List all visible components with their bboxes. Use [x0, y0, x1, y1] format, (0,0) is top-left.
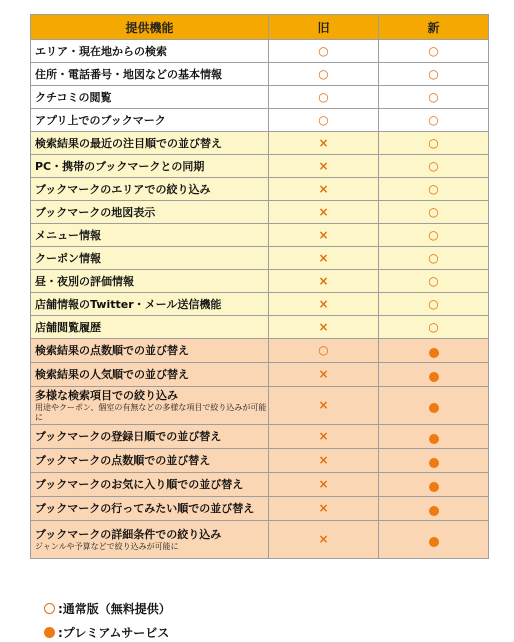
new-availability-cell	[379, 293, 489, 316]
table-row	[31, 247, 489, 270]
cross-icon: ×	[318, 319, 329, 334]
table-row	[31, 521, 489, 559]
table-row	[31, 473, 489, 497]
open-circle-icon: ○	[428, 66, 439, 81]
new-availability-cell	[379, 387, 489, 425]
cross-icon: ×	[318, 296, 329, 311]
open-circle-icon: ○	[318, 43, 329, 58]
table-header-row	[31, 15, 489, 40]
old-availability-cell	[269, 521, 379, 559]
new-availability-cell	[379, 132, 489, 155]
legend-premium-label: :プレミアムサービス	[58, 625, 170, 640]
feature-name: ブックマークのお気に入り順での並び替え	[35, 478, 244, 491]
open-circle-icon	[44, 603, 55, 614]
filled-circle-icon	[429, 482, 439, 492]
feature-name: 昼・夜別の評価情報	[35, 274, 134, 288]
legend-premium	[44, 622, 171, 642]
table-row	[31, 155, 489, 178]
table-row	[31, 86, 489, 109]
cross-icon: ×	[318, 158, 329, 173]
feature-name: 店舗閲覧履歴	[35, 320, 101, 334]
feature-name: 検索結果の人気順での並び替え	[35, 368, 189, 381]
feature-name: ブックマークの詳細条件での絞り込み	[35, 527, 222, 541]
open-circle-icon: ○	[428, 181, 439, 196]
table-row	[31, 425, 489, 449]
filled-circle-icon	[429, 506, 439, 516]
old-availability-cell	[269, 247, 379, 270]
open-circle-icon: ○	[428, 43, 439, 58]
new-availability-cell	[379, 425, 489, 449]
table-row	[31, 316, 489, 339]
new-availability-cell	[379, 178, 489, 201]
old-availability-cell	[269, 40, 379, 63]
old-availability-cell	[269, 363, 379, 387]
feature-name: 店舗情報のTwitter・メール送信機能	[35, 297, 222, 311]
old-availability-cell	[269, 155, 379, 178]
filled-circle-icon	[44, 627, 55, 638]
new-availability-cell	[379, 449, 489, 473]
old-availability-cell	[269, 132, 379, 155]
feature-cell	[31, 521, 269, 559]
open-circle-icon: ○	[318, 112, 329, 127]
cross-icon: ×	[318, 204, 329, 219]
feature-name: ブックマークの地図表示	[35, 205, 156, 219]
feature-name: クチコミの閲覧	[35, 90, 112, 104]
open-circle-icon: ○	[428, 273, 439, 288]
feature-cell	[31, 40, 269, 63]
feature-name: ブックマークの行ってみたい順での並び替え	[35, 502, 255, 515]
old-availability-cell	[269, 86, 379, 109]
table-row	[31, 63, 489, 86]
cross-icon: ×	[318, 398, 329, 412]
feature-cell	[31, 109, 269, 132]
cross-icon: ×	[318, 532, 329, 546]
cross-icon: ×	[318, 181, 329, 196]
table-row	[31, 270, 489, 293]
feature-cell	[31, 201, 269, 224]
table-row	[31, 40, 489, 63]
feature-comparison-table	[30, 14, 489, 559]
open-circle-icon: ○	[318, 66, 329, 81]
feature-cell	[31, 449, 269, 473]
feature-cell	[31, 497, 269, 521]
old-availability-cell	[269, 224, 379, 247]
new-availability-cell	[379, 316, 489, 339]
open-circle-icon: ○	[428, 89, 439, 104]
cross-icon: ×	[318, 250, 329, 265]
cross-icon: ×	[318, 273, 329, 288]
old-availability-cell	[269, 201, 379, 224]
old-availability-cell	[269, 497, 379, 521]
table-row	[31, 109, 489, 132]
legend-standard	[44, 598, 171, 618]
old-availability-cell	[269, 109, 379, 132]
old-availability-cell	[269, 316, 379, 339]
open-circle-icon: ○	[428, 204, 439, 219]
cross-icon: ×	[318, 429, 329, 443]
old-availability-cell	[269, 473, 379, 497]
open-circle-icon: ○	[318, 89, 329, 104]
new-availability-cell	[379, 473, 489, 497]
new-availability-cell	[379, 247, 489, 270]
feature-name: ブックマークの登録日順での並び替え	[35, 430, 222, 443]
new-availability-cell	[379, 224, 489, 247]
feature-name: 住所・電話番号・地図などの基本情報	[35, 67, 222, 81]
old-availability-cell	[269, 178, 379, 201]
filled-circle-icon	[429, 372, 439, 382]
old-availability-cell	[269, 270, 379, 293]
feature-cell	[31, 132, 269, 155]
feature-cell	[31, 86, 269, 109]
feature-cell	[31, 316, 269, 339]
feature-cell	[31, 293, 269, 316]
table-row	[31, 132, 489, 155]
open-circle-icon: ○	[428, 158, 439, 173]
old-availability-cell	[269, 339, 379, 363]
old-availability-cell	[269, 293, 379, 316]
table-row	[31, 387, 489, 425]
cross-icon: ×	[318, 367, 329, 381]
feature-cell	[31, 425, 269, 449]
table-row	[31, 224, 489, 247]
filled-circle-icon	[429, 434, 439, 444]
cross-icon: ×	[318, 453, 329, 467]
table-row	[31, 293, 489, 316]
feature-note: ジャンルや予算などで絞り込みが可能に	[35, 541, 179, 551]
filled-circle-icon	[429, 537, 439, 547]
new-availability-cell	[379, 109, 489, 132]
feature-cell	[31, 270, 269, 293]
new-availability-cell	[379, 497, 489, 521]
feature-cell	[31, 63, 269, 86]
filled-circle-icon	[429, 403, 439, 413]
header-feature: 提供機能	[31, 15, 269, 40]
feature-name: メニュー情報	[35, 228, 101, 242]
feature-name: 検索結果の最近の注目順での並び替え	[35, 136, 222, 150]
new-availability-cell	[379, 521, 489, 559]
feature-name: アプリ上でのブックマーク	[35, 113, 166, 127]
cross-icon: ×	[318, 227, 329, 242]
table-row	[31, 497, 489, 521]
table-row	[31, 339, 489, 363]
feature-cell	[31, 155, 269, 178]
cross-icon: ×	[318, 501, 329, 515]
table-body	[31, 40, 489, 559]
feature-name: 多様な検索項目での絞り込み	[35, 388, 178, 402]
feature-name: ブックマークのエリアでの絞り込み	[35, 182, 211, 196]
new-availability-cell	[379, 201, 489, 224]
feature-name: エリア・現在地からの検索	[35, 44, 167, 58]
open-circle-icon: ○	[318, 343, 329, 357]
open-circle-icon: ○	[428, 296, 439, 311]
old-availability-cell	[269, 387, 379, 425]
open-circle-icon: ○	[428, 319, 439, 334]
new-availability-cell	[379, 363, 489, 387]
open-circle-icon: ○	[428, 227, 439, 242]
old-availability-cell	[269, 63, 379, 86]
filled-circle-icon	[429, 348, 439, 358]
table-row	[31, 449, 489, 473]
legend	[44, 598, 171, 642]
feature-cell	[31, 178, 269, 201]
table-row	[31, 363, 489, 387]
cross-icon: ×	[318, 135, 329, 150]
old-availability-cell	[269, 425, 379, 449]
feature-name: 検索結果の点数順での並び替え	[35, 344, 189, 357]
feature-name: クーポン情報	[35, 251, 101, 265]
filled-circle-icon	[429, 458, 439, 468]
feature-cell	[31, 363, 269, 387]
open-circle-icon: ○	[428, 112, 439, 127]
open-circle-icon: ○	[428, 250, 439, 265]
header-new: 新	[379, 15, 489, 40]
open-circle-icon: ○	[428, 135, 439, 150]
feature-cell	[31, 224, 269, 247]
feature-name: ブックマークの点数順での並び替え	[35, 454, 211, 467]
new-availability-cell	[379, 86, 489, 109]
legend-standard-label: :通常版（無料提供）	[58, 601, 171, 616]
table-row	[31, 201, 489, 224]
cross-icon: ×	[318, 477, 329, 491]
header-old: 旧	[269, 15, 379, 40]
feature-name: PC・携帯のブックマークとの同期	[35, 159, 205, 173]
feature-cell	[31, 387, 269, 425]
new-availability-cell	[379, 63, 489, 86]
feature-note: 用途やクーポン、個室の有無などの多様な項目で絞り込みが可能に	[35, 402, 267, 422]
new-availability-cell	[379, 155, 489, 178]
new-availability-cell	[379, 339, 489, 363]
old-availability-cell	[269, 449, 379, 473]
feature-cell	[31, 247, 269, 270]
table-row	[31, 178, 489, 201]
new-availability-cell	[379, 40, 489, 63]
new-availability-cell	[379, 270, 489, 293]
feature-cell	[31, 339, 269, 363]
feature-cell	[31, 473, 269, 497]
